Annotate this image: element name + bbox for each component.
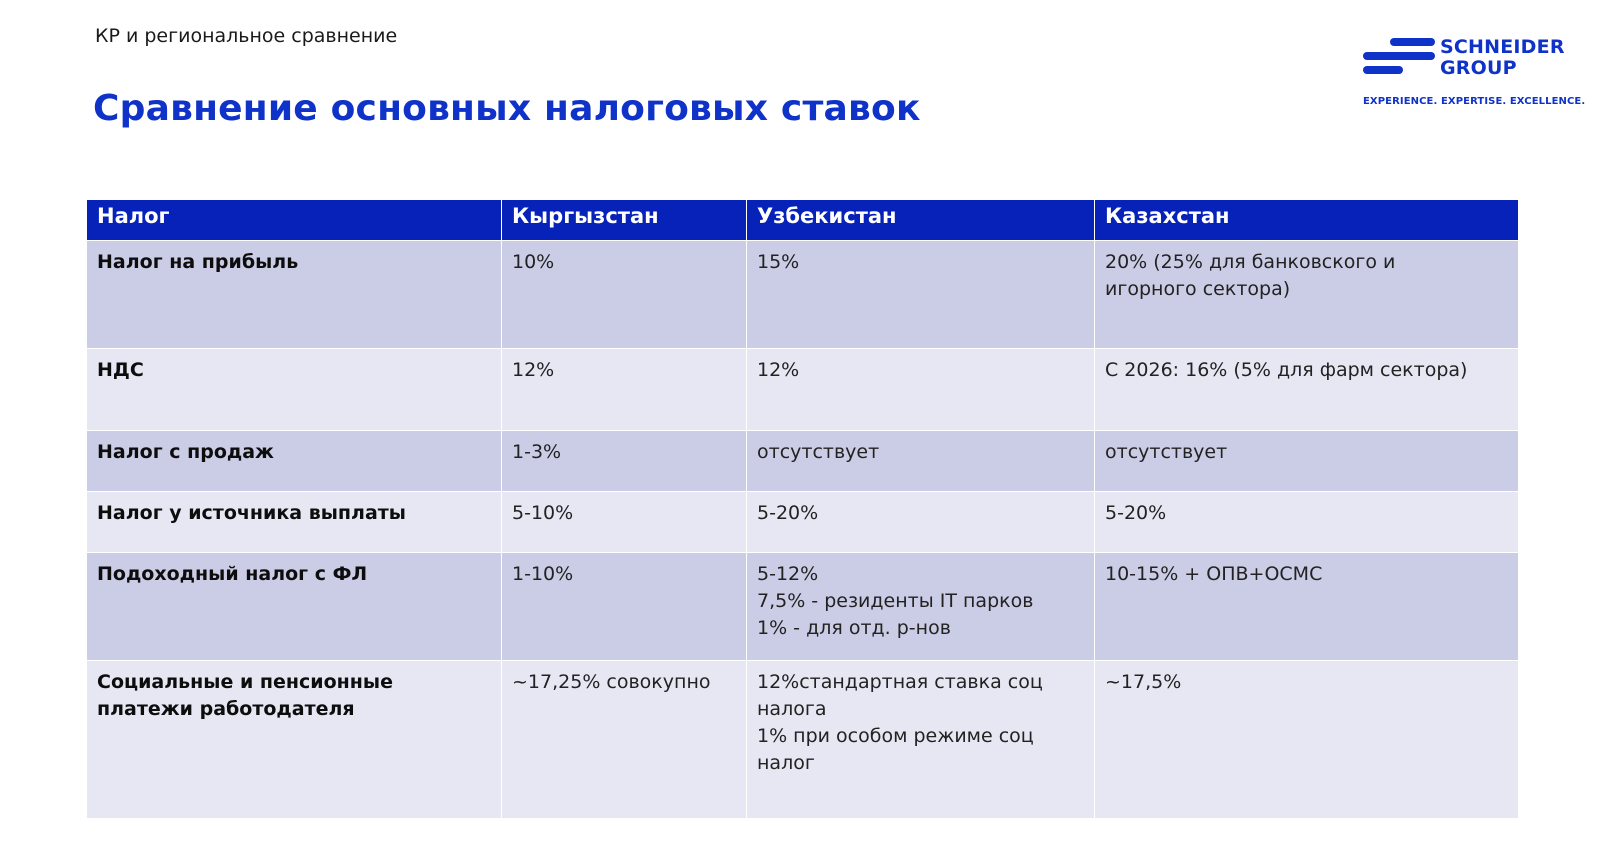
kyrgyzstan-cell: 10%	[502, 241, 747, 349]
logo-line2: GROUP	[1440, 57, 1517, 79]
kyrgyzstan-cell: 12%	[502, 349, 747, 431]
kazakhstan-cell: 5-20%	[1095, 492, 1519, 553]
table-header-row	[87, 200, 1519, 241]
kyrgyzstan-cell: 5-10%	[502, 492, 747, 553]
table-row	[87, 241, 1519, 349]
kazakhstan-cell: 20% (25% для банковского и игорного сектора)	[1095, 241, 1519, 349]
page-title: Сравнение основных налоговых ставок	[93, 88, 921, 129]
logo-stripes-icon	[1363, 36, 1435, 78]
tax-name-cell: Налог с продаж	[87, 431, 502, 492]
page-subtitle: КР и региональное сравнение	[95, 25, 398, 47]
column-header-kazakhstan: Казахстан	[1095, 200, 1519, 241]
table-row	[87, 492, 1519, 553]
tax-name-cell: Социальные и пенсионные платежи работодателя	[87, 661, 502, 819]
table-row	[87, 661, 1519, 819]
kazakhstan-cell: ~17,5%	[1095, 661, 1519, 819]
kazakhstan-cell: отсутствует	[1095, 431, 1519, 492]
logo-wordmark	[1440, 37, 1565, 79]
kyrgyzstan-cell: ~17,25% совокупно	[502, 661, 747, 819]
company-logo	[1363, 36, 1586, 114]
kyrgyzstan-cell: 1-3%	[502, 431, 747, 492]
kazakhstan-cell: 10-15% + ОПВ+ОСМС	[1095, 553, 1519, 661]
tax-comparison-table	[86, 199, 1519, 819]
kyrgyzstan-cell: 1-10%	[502, 553, 747, 661]
kazakhstan-cell: С 2026: 16% (5% для фарм сектора)	[1095, 349, 1519, 431]
column-header-kyrgyzstan: Кыргызстан	[502, 200, 747, 241]
uzbekistan-cell: 12%стандартная ставка соц налога 1% при особом режиме соц налог	[747, 661, 1095, 819]
uzbekistan-cell: отсутствует	[747, 431, 1095, 492]
tax-name-cell: Налог у источника выплаты	[87, 492, 502, 553]
column-header-uzbekistan: Узбекистан	[747, 200, 1095, 241]
uzbekistan-cell: 5-20%	[747, 492, 1095, 553]
table-row	[87, 431, 1519, 492]
uzbekistan-cell: 5-12% 7,5% - резиденты IT парков 1% - для отд. р-нов	[747, 553, 1095, 661]
uzbekistan-cell: 12%	[747, 349, 1095, 431]
table-row	[87, 553, 1519, 661]
column-header-tax: Налог	[87, 200, 502, 241]
logo-line1: SCHNEIDER	[1440, 36, 1565, 58]
tax-name-cell: НДС	[87, 349, 502, 431]
table-row	[87, 349, 1519, 431]
tax-name-cell: Подоходный налог с ФЛ	[87, 553, 502, 661]
uzbekistan-cell: 15%	[747, 241, 1095, 349]
logo-tagline: EXPERIENCE. EXPERTISE. EXCELLENCE.	[1363, 96, 1586, 107]
tax-name-cell: Налог на прибыль	[87, 241, 502, 349]
